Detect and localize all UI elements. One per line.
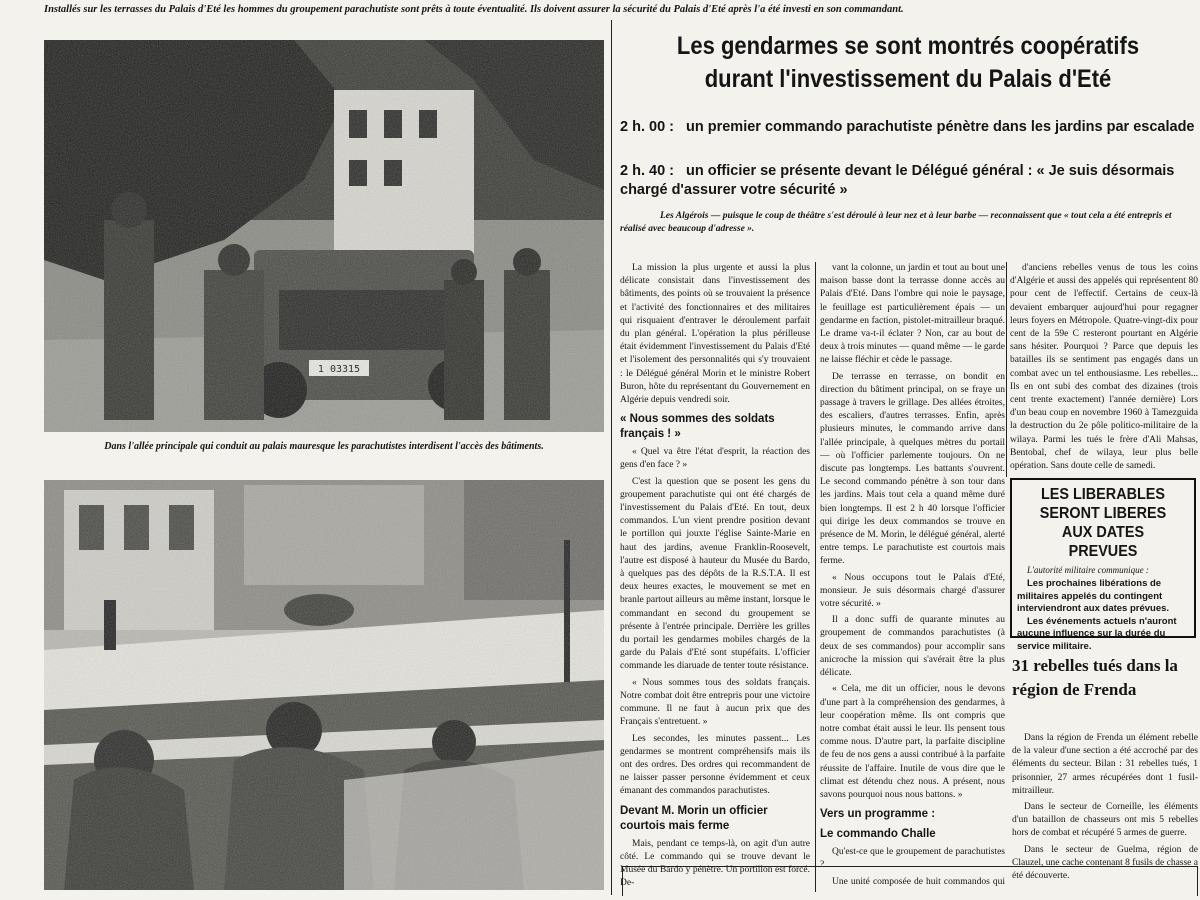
paragraph: d'anciens rebelles venus de tous les coins d'Algérie et aussi des appelés qui représentent 80 pour cent de l'effectif. Certains de ceux-là devaient embarquer aujourd'hui pour regagner leurs foyers en Métropole. Quatre-vingt-dix pour cent de la 59e C resteront pourtant en Algérie sans hésiter. Pourquoi ? Parce que depuis les batailles ils se sentiment pas engagés dans un combat avec un tel enthousiasme. Les rebelles... Ils en ont subi des combat des dizaines (trois cent trente exactement) l'année dernière) Lors d'un beau coup en novembre 1960 à Tamezguida la destruction du 2e pôle politico-militaire de la wilaya. Parmi les tués le frère d'Ali Mahsas, Bentobal, chef de wilaya, leur plus belle opération. Sans doute celle de samedi. xyxy=(1010,263,1198,472)
main-headline xyxy=(653,30,1163,110)
column-rule xyxy=(815,262,816,892)
top-photo-caption: Installés sur les terrasses du Palais d'Eté les hommes du groupement parachutiste sont prêts à toute éventualité. Ils doivent assurer la sécurité du Palais d'Eté après l'a été investi en son commandant. xyxy=(44,4,904,15)
paragraph: « Cela, me dit un officier, nous le devons d'une part à la compréhension des gendarmes, à leur coopération même. Ils ont compris que notre combat était aussi le leur. Ils pensent tous comme nous. D'autre part, la parfaite discipline de feu de nos gens a aussi contribué à la parfaite réussite de l'affaire. Inutile de vous dire que le climat est détendu chez nous. A présent, nous savons pourquoi nous nous battons. » xyxy=(820,684,1005,800)
paragraph: La mission la plus urgente et aussi la plus délicate consistait dans l'investissement des bâtiments, des points où se trouvaient la présence et l'activité des fonctionnaires et des militaires qui risquaient d'entraver le déroulement parfait du plan général. L'opération la plus périlleuse était évidemment l'investissement du Palais d'Eté et l'isolement des personnalités qui s'y trouvaient : le Délégué général Morin et le ministre Robert Buron, hôte du représentant du Gouvernement en Algérie depuis vendredi soir. xyxy=(620,263,810,406)
column-rule xyxy=(1006,262,1007,477)
next-article-frame xyxy=(622,866,1198,896)
paragraph: « Nous sommes tous des soldats français. Notre combat doit être entrepris pour une victoire commune. Il ne faut à aucun prix que des Français s'entretuent. » xyxy=(620,677,810,728)
photo-street-soldiers xyxy=(44,480,604,890)
paragraph: Il a donc suffi de quarante minutes au groupement de commandos parachutistes (à deux de ses commandos) pour accomplir sans anicroche la mission qui s'avérait être la plus délicate. xyxy=(820,615,1005,679)
liberables-notice-box xyxy=(1010,478,1196,652)
paragraph: Les prochaines libérations de militaires appelés du contingent interviendront aux dates prévues. xyxy=(1017,578,1170,614)
paragraph: « Nous occupons tout le Palais d'Eté, monsieur. Je suis désormais chargé d'assurer votre sécurité. » xyxy=(820,572,1005,610)
article-intro: Les Algérois — puisque le coup de théâtre s'est déroulé à leur nez et à leur barbe — reconnaissent que « tout cela a été entrepris et réalisé avec beaucoup d'adresse ». xyxy=(620,211,1172,234)
photo-caption: Dans l'allée principale qui conduit au palais mauresque les parachutistes interdisent l'accès des bâtiments. xyxy=(104,441,544,452)
subhead-time: 2 h. 00 : xyxy=(620,119,674,135)
notice-source: L'autorité militaire communique : xyxy=(1027,565,1149,575)
subhead-first-commando xyxy=(620,118,1198,158)
paragraph: Dans le secteur de Corneille, les éléments d'un bataillon de chasseurs ont mis 5 rebelles hors de combat et récupéré 5 armes de guerre. xyxy=(1012,802,1198,839)
paragraph: Dans le secteur de Guelma, région de Clauzel, une cache contenant 8 fusils de chasse a été découverte. xyxy=(1012,844,1198,882)
section-heading: Le commando Challe xyxy=(820,828,936,841)
photo-paratroopers-jeep xyxy=(44,40,604,432)
subhead-time: 2 h. 40 : xyxy=(620,163,674,179)
subhead-officer xyxy=(620,162,1198,202)
article-column-1 xyxy=(620,262,810,890)
paragraph: Une unité composée de huit commandos qui xyxy=(832,876,1005,887)
paragraph: Les événements actuels n'auront aucune influence sur la durée du service militaire. xyxy=(1017,615,1177,652)
rebels-headline: 31 rebelles tués dans la région de Frenda xyxy=(1012,656,1178,699)
article-column-3 xyxy=(1010,262,1198,472)
paragraph: Qu'est-ce que le groupement de parachutistes ? xyxy=(820,847,1005,871)
paragraph: C'est la question que se posent les gens du groupement parachutiste qui ont été chargés de l'investissement du Palais d'Eté. En tout, deux commandos. L'un vient prendre position devant le portillon qui jouxte l'église Sainte-Marie en haut des jardins, avenue Franklin-Roosevelt, l'autre est disposé à hauteur du Musée du Bardo, à quelques pas des dépôts de la R.S.T.A. Il est deux heures exactes, le mouvement se met en branle partout ailleurs au même instant, lorsque le commandant en second du groupement se présente à l'entrée principale. Derrière les grilles du portail les gendarmes mobiles chargés de la garde du Palais d'Eté sont stupéfaits. L'officier commande les diaruade de tenter toute résistance. xyxy=(620,476,810,672)
paragraph: Dans la région de Frenda un élément rebelle de la valeur d'une section a été accroché par des éléments du secteur. Bilan : 31 rebelles tués, 1 prisonnier, 27 armes récupérées dont 1 fusil-mitrailleur. xyxy=(1012,733,1198,796)
notice-body xyxy=(1017,578,1189,653)
subhead-text: un premier commando parachutiste pénètre dans les jardins par escalade xyxy=(686,119,1195,135)
paragraph: vant la colonne, un jardin et tout au bout une maison basse dont la terrasse donne accès au Palais d'Eté. Dans l'ombre qui noie le paysage, le feuillage est particulièrement épais — un gendarme en faction, pistolet-mitrailleur braqué. Le drame va-t-il éclater ? Non, car au bout de deux à trois minutes — quand même — le garde ne laisse fléchir et cède le passage. xyxy=(820,263,1005,366)
headline-line-1: Les gendarmes se sont montrés coopératifs xyxy=(676,32,1140,60)
section-heading: « Nous sommes des soldats français ! » xyxy=(620,413,775,441)
paragraph: Les secondes, les minutes passent... Les gendarmes se montrent compréhensifs mais ils ont des ordres. Des ordres qui recommandent de ne laisser passer personne évidemment et ceux émanant des commandos parachutistes. xyxy=(620,733,810,797)
section-heading: Devant M. Morin un officier courtois mais ferme xyxy=(620,804,768,832)
article-column-2 xyxy=(820,262,1005,890)
section-heading: Vers un programme : xyxy=(820,808,936,821)
headline-line-2: durant l'investissement du Palais d'Eté xyxy=(704,65,1112,93)
paragraph: De terrasse en terrasse, on bondit en direction du bâtiment principal, on se fraye un passage à travers le grillage. Des allées étroites, des escaliers, d'autres terrasses. Enfin, après plusieurs minutes, le commando arrive dans l'allée principale, à quelques mètres du portail — où l'officier parlemente toujours. On ne discute pas longtemps. Les battants s'ouvrent. Le second commando pénètre à son tour dans les jardins. Mais tout cela a quand même duré bien longtemps. Il est 2 h 40 lorsque l'officier qui dirige les deux commandos se trouve en présence de M. Morin, le délégué général, alerté entre temps. Le parachutiste est courtois mais ferme. xyxy=(820,371,1005,567)
subhead-text: un officier se présente devant le Délégué général : « Je suis désormais chargé d'assurer votre sécurité » xyxy=(620,163,1175,198)
notice-title: LES LIBERABLES SERONT LIBERES AUX DATES PREVUES xyxy=(1039,486,1167,560)
paragraph: Mais, pendant ce temps-là, on agit d'un autre côté. Le commando qui se trouve devant le Musée du Bardo y pénètre. Un portillon est forcé. De- xyxy=(620,838,810,889)
paragraph: « Quel va être l'état d'esprit, la réaction des gens d'en face ? » xyxy=(620,447,810,471)
column-rule xyxy=(611,20,612,895)
